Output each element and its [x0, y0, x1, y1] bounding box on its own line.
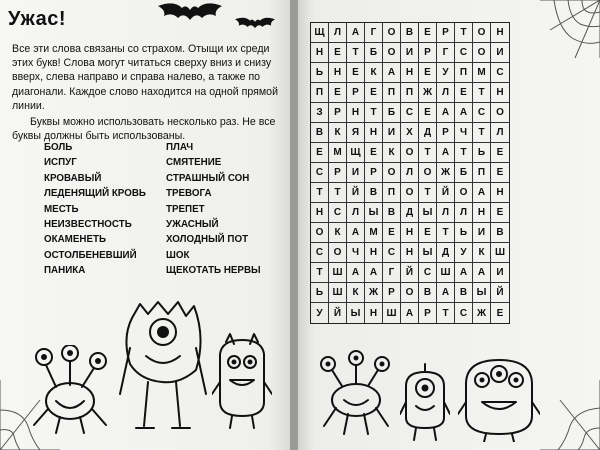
grid-cell: И [491, 43, 509, 63]
grid-cell: М [473, 63, 491, 83]
grid-cell: Д [437, 243, 455, 263]
grid-cell: А [401, 303, 419, 323]
grid-cell: Р [329, 163, 347, 183]
monster-three-eye-icon [458, 354, 540, 442]
grid-cell: Д [419, 123, 437, 143]
grid-cell: Е [491, 143, 509, 163]
grid-cell: О [383, 23, 401, 43]
word-list-item: МЕСТЬ [44, 203, 79, 215]
grid-cell: Г [437, 43, 455, 63]
word-list-column-1 [44, 140, 164, 279]
grid-cell: С [311, 243, 329, 263]
grid-cell: Т [437, 303, 455, 323]
grid-cell: С [329, 203, 347, 223]
grid-cell: Ш [329, 263, 347, 283]
grid-cell: М [365, 223, 383, 243]
instructions [12, 42, 280, 143]
grid-cell: И [491, 263, 509, 283]
grid-cell: К [383, 143, 401, 163]
grid-cell: Ш [383, 303, 401, 323]
grid-cell: О [311, 223, 329, 243]
grid-cell: У [311, 303, 329, 323]
grid-cell: А [473, 183, 491, 203]
grid-cell: С [455, 43, 473, 63]
grid-cell: Щ [347, 143, 365, 163]
grid-cell: С [311, 163, 329, 183]
grid-cell: П [383, 183, 401, 203]
grid-cell: Т [455, 143, 473, 163]
grid-cell: Р [365, 163, 383, 183]
grid-cell: Б [365, 43, 383, 63]
grid-cell: А [347, 263, 365, 283]
grid-cell: Н [491, 83, 509, 103]
grid-cell: Н [473, 203, 491, 223]
grid-cell: Б [383, 103, 401, 123]
grid-cell: С [401, 103, 419, 123]
grid-cell: А [437, 283, 455, 303]
grid-cell: Н [401, 223, 419, 243]
grid-cell: А [347, 223, 365, 243]
grid-cell: Ч [347, 243, 365, 263]
cobweb-icon [520, 0, 600, 60]
grid-cell: Ы [473, 283, 491, 303]
grid-cell: Н [491, 23, 509, 43]
grid-cell: В [383, 203, 401, 223]
word-list-item: ЛЕДЕНЯЩИЙ КРОВЬ [44, 188, 146, 200]
grid-cell: А [455, 263, 473, 283]
grid-cell: Е [329, 43, 347, 63]
grid-cell: Т [455, 23, 473, 43]
grid-cell: Л [437, 203, 455, 223]
word-list-item: СМЯТЕНИЕ [166, 157, 222, 169]
instructions-note: Буквы можно использовать несколько раз. Не все буквы должны быть использованы. [12, 116, 276, 143]
grid-cell: Е [365, 83, 383, 103]
grid-cell: З [311, 103, 329, 123]
grid-cell: А [473, 263, 491, 283]
grid-cell: В [365, 183, 383, 203]
grid-cell: Й [491, 283, 509, 303]
grid-cell: Н [365, 123, 383, 143]
grid-cell: Ь [455, 223, 473, 243]
word-list-item: ШОК [166, 249, 190, 261]
grid-cell: Б [455, 163, 473, 183]
grid-cell: В [491, 223, 509, 243]
word-list-item: НЕИЗВЕСТНОСТЬ [44, 219, 132, 231]
grid-cell: Г [383, 263, 401, 283]
grid-cell: Н [365, 303, 383, 323]
grid-cell: Т [419, 143, 437, 163]
word-list-item: КРОВАВЫЙ [44, 172, 102, 184]
grid-cell: С [455, 303, 473, 323]
grid-cell: Ь [473, 143, 491, 163]
grid-cell: Е [419, 63, 437, 83]
word-list-item: ТРЕПЕТ [166, 203, 205, 215]
grid-cell: Т [311, 263, 329, 283]
grid-cell: Л [455, 203, 473, 223]
word-list-item: ТРЕВОГА [166, 188, 212, 200]
grid-cell: А [455, 103, 473, 123]
grid-cell: У [437, 63, 455, 83]
word-list-item: ХОЛОДНЫЙ ПОТ [166, 234, 249, 246]
grid-cell: Т [473, 123, 491, 143]
grid-cell: Р [329, 103, 347, 123]
grid-cell: Е [419, 103, 437, 123]
word-list-item: УЖАСНЫЙ [166, 219, 219, 231]
grid-cell: Х [401, 123, 419, 143]
grid-cell: Ж [365, 283, 383, 303]
word-list-item: БОЛЬ [44, 142, 73, 153]
grid-cell: С [491, 63, 509, 83]
grid-cell: О [383, 43, 401, 63]
grid-cell: С [419, 263, 437, 283]
grid-cell: Е [365, 143, 383, 163]
grid-cell: Н [401, 243, 419, 263]
page-title: Ужас! [8, 8, 67, 30]
grid-cell: Ы [365, 203, 383, 223]
grid-cell: Р [437, 123, 455, 143]
grid-cell: Й [329, 303, 347, 323]
grid-cell: О [419, 163, 437, 183]
grid-cell: Н [491, 183, 509, 203]
grid-cell: И [473, 223, 491, 243]
grid-cell: Т [419, 183, 437, 203]
grid-cell: М [329, 143, 347, 163]
monster-eyestalks-icon [22, 345, 117, 435]
grid-cell: О [473, 23, 491, 43]
grid-cell: Н [329, 63, 347, 83]
grid-cell: К [347, 283, 365, 303]
grid-cell: Е [491, 163, 509, 183]
grid-cell: Е [419, 223, 437, 243]
grid-cell: Е [347, 63, 365, 83]
grid-cell: О [329, 243, 347, 263]
bat-icon [150, 2, 230, 28]
word-search-grid [310, 22, 510, 324]
word-list-item: ЩЕКОТАТЬ НЕРВЫ [166, 265, 261, 277]
grid-cell: Е [383, 223, 401, 243]
grid-cell: О [473, 43, 491, 63]
grid-cell: Л [401, 163, 419, 183]
grid-cell: Т [347, 43, 365, 63]
grid-cell: Н [401, 63, 419, 83]
grid-cell: Т [329, 183, 347, 203]
grid-cell: Р [383, 283, 401, 303]
monster-one-eye-icon [400, 362, 450, 442]
grid-cell: А [383, 63, 401, 83]
grid-cell: С [383, 243, 401, 263]
grid-cell: У [455, 243, 473, 263]
grid-cell: А [437, 103, 455, 123]
grid-cell: Л [347, 203, 365, 223]
grid-cell: К [329, 223, 347, 243]
grid-cell: Т [311, 183, 329, 203]
grid-cell: Й [401, 263, 419, 283]
grid-cell: Я [347, 123, 365, 143]
grid-cell: Ы [419, 203, 437, 223]
cobweb-icon [540, 380, 600, 450]
monster-horned-icon [212, 332, 272, 430]
grid-cell: Р [437, 23, 455, 43]
grid-cell: Щ [311, 23, 329, 43]
grid-cell: Ш [437, 263, 455, 283]
grid-cell: О [401, 143, 419, 163]
grid-cell: П [455, 63, 473, 83]
monster-cyclops-icon [118, 298, 208, 433]
grid-cell: Е [496, 307, 504, 319]
grid-cell: В [401, 23, 419, 43]
grid-cell: О [383, 163, 401, 183]
grid-cell: О [455, 183, 473, 203]
grid-cell: Ь [311, 283, 329, 303]
grid-cell: Ы [419, 243, 437, 263]
word-list-column-2 [166, 140, 296, 279]
grid-cell: Л [329, 23, 347, 43]
grid-cell: Ш [491, 243, 509, 263]
grid-cell: Ж [473, 303, 491, 323]
grid-cell: Р [347, 83, 365, 103]
grid-cell: П [401, 83, 419, 103]
grid-cell: Д [401, 203, 419, 223]
grid-cell: И [401, 43, 419, 63]
word-list-item: ИСПУГ [44, 157, 77, 169]
grid-cell: Е [311, 143, 329, 163]
grid-cell: Ч [455, 123, 473, 143]
grid-cell: С [473, 103, 491, 123]
word-list-item: ПАНИКА [44, 265, 86, 277]
grid-cell: Е [419, 23, 437, 43]
grid-cell: К [473, 243, 491, 263]
grid-cell: Г [365, 23, 383, 43]
grid-cell: А [437, 143, 455, 163]
grid-cell: Ь [311, 63, 329, 83]
grid-cell: К [365, 63, 383, 83]
grid-cell: Ж [437, 163, 455, 183]
grid-cell: Л [491, 123, 509, 143]
word-list-item: ОКАМЕНЕТЬ [44, 234, 107, 246]
grid-cell: В [419, 283, 437, 303]
grid-cell: П [383, 83, 401, 103]
grid-cell: Е [455, 83, 473, 103]
grid-cell: Е [491, 203, 509, 223]
bat-icon [230, 16, 280, 34]
grid-cell: И [347, 163, 365, 183]
grid-cell: В [311, 123, 329, 143]
grid-cell: Н [311, 203, 329, 223]
grid-cell: О [491, 103, 509, 123]
grid-cell: Р [419, 303, 437, 323]
grid-cell: В [455, 283, 473, 303]
grid-cell: О [401, 283, 419, 303]
grid-cell: Н [347, 103, 365, 123]
grid-cell: А [365, 263, 383, 283]
grid-cell: О [401, 183, 419, 203]
grid-cell: Т [473, 83, 491, 103]
word-list-item: ПЛАЧ [166, 142, 194, 153]
grid-cell: Ш [329, 283, 347, 303]
grid-cell: К [329, 123, 347, 143]
grid-cell: П [473, 163, 491, 183]
grid-cell: А [347, 23, 365, 43]
word-list-item: СТРАШНЫЙ СОН [166, 172, 250, 184]
grid-cell: П [311, 83, 329, 103]
grid-cell: Ж [419, 83, 437, 103]
word-list-item: ОСТОЛБЕНЕВШИЙ [44, 249, 137, 261]
grid-cell: Р [419, 43, 437, 63]
grid-cell: Л [437, 83, 455, 103]
grid-cell: Н [365, 243, 383, 263]
monster-antenna-icon [316, 350, 396, 438]
grid-cell: Н [311, 43, 329, 63]
grid-cell: Й [437, 183, 455, 203]
grid-cell: И [383, 123, 401, 143]
instructions-text: Все эти слова связаны со страхом. Отыщи их среди этих букв! Слова могут читаться сверху вниз и снизу вверх, слева направо и справа налево, а также по диагонали. Каждое слово находится на одной прямой линии. [12, 43, 278, 112]
grid-cell: Т [365, 103, 383, 123]
grid-cell: Т [437, 223, 455, 243]
grid-cell: Й [347, 183, 365, 203]
grid-cell: Е [329, 83, 347, 103]
grid-cell: Ы [347, 303, 365, 323]
